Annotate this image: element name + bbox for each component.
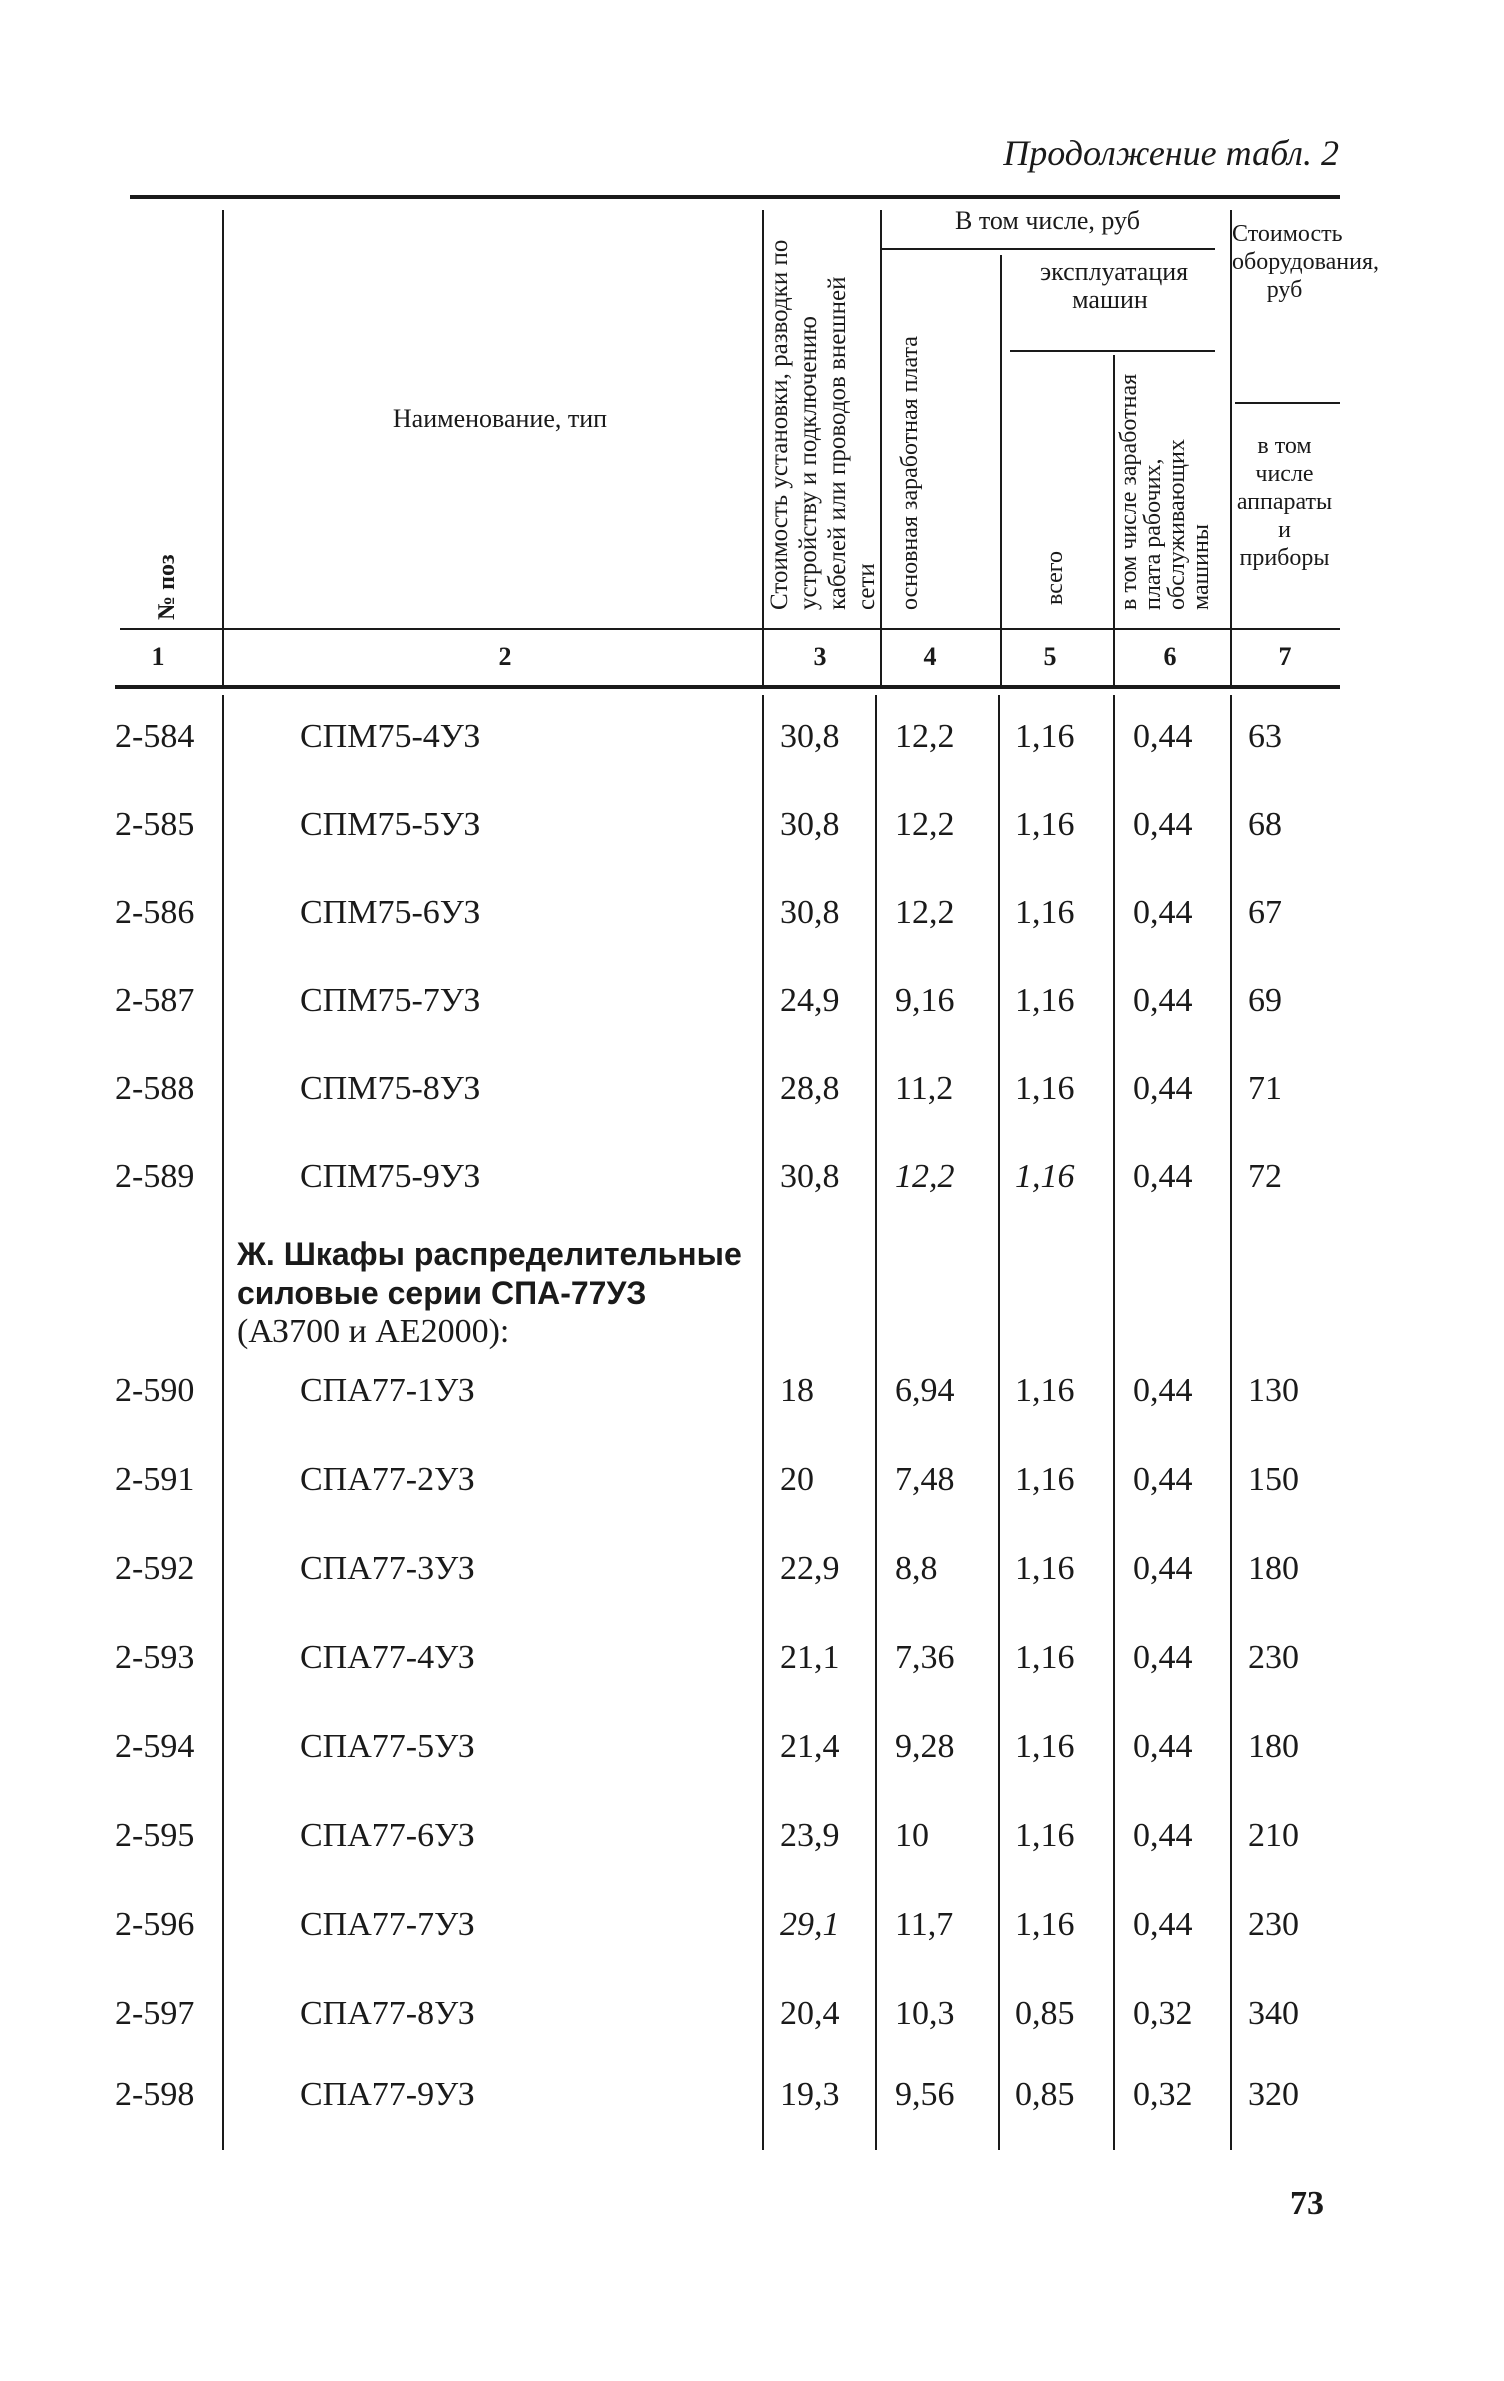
cell-base-salary: 10,3: [895, 1995, 955, 2032]
table-row: [0, 718, 1504, 762]
header-install-cost-text: Стоимость установки, разводки по устройству и подключению кабелей или проводов внешней сети: [766, 239, 880, 610]
cell-machines-salary: 0,44: [1133, 1728, 1193, 1765]
colnum-2: 2: [498, 642, 512, 671]
table-row: [0, 1158, 1504, 1202]
cell-install-cost: 30,8: [780, 894, 840, 931]
cell-base-salary: 9,56: [895, 2076, 955, 2113]
cell-name: СПА77-7УЗ: [300, 1906, 475, 1943]
header-pos: № поз: [154, 554, 180, 620]
cell-pos: 2-589: [115, 1158, 195, 1195]
cell-machines-salary: 0,44: [1133, 1817, 1193, 1854]
cell-machines-total: 1,16: [1015, 1550, 1075, 1587]
cell-name: СПА77-2УЗ: [300, 1461, 475, 1498]
colnum-4: 4: [923, 642, 937, 671]
header-machines-total: всего: [1042, 550, 1068, 605]
cell-pos: 2-597: [115, 1995, 195, 2032]
header-base-salary: [895, 290, 925, 610]
header-equip-incl: в том числе аппараты и приборы: [1236, 433, 1333, 571]
cell-pos: 2-596: [115, 1906, 195, 1943]
cell-install-cost: 30,8: [780, 806, 840, 843]
cell-name: СПМ75-5УЗ: [300, 806, 481, 843]
cell-machines-salary: 0,44: [1133, 1158, 1193, 1195]
cell-machines-salary: 0,44: [1133, 1550, 1193, 1587]
cell-equip-cost: 67: [1248, 894, 1282, 931]
section-subtitle: (АЗ700 и АЕ2000):: [237, 1313, 510, 1350]
cell-pos: 2-585: [115, 806, 195, 843]
cell-equip-cost: 180: [1248, 1728, 1299, 1765]
cell-base-salary: 11,7: [895, 1906, 954, 1943]
table-row: [0, 1728, 1504, 1772]
header-vline-1: [222, 210, 224, 685]
cell-pos: 2-591: [115, 1461, 195, 1498]
cell-equip-cost: 230: [1248, 1906, 1299, 1943]
cell-name: СПА77-4УЗ: [300, 1639, 475, 1676]
cell-machines-total: 1,16: [1015, 1158, 1075, 1195]
cell-machines-salary: 0,44: [1133, 806, 1193, 843]
cell-machines-total: 1,16: [1015, 1372, 1075, 1409]
cell-equip-cost: 320: [1248, 2076, 1299, 2113]
header-vline-4: [1000, 255, 1002, 685]
cell-equip-cost: 63: [1248, 718, 1282, 755]
cell-install-cost: 19,3: [780, 2076, 840, 2113]
cell-machines-salary: 0,44: [1133, 894, 1193, 931]
header-machines-salary-text: в том числе заработная плата рабочих, обслуживающих машины: [1116, 373, 1214, 610]
cell-install-cost: 18: [780, 1372, 814, 1409]
cell-name: СПМ75-4УЗ: [300, 718, 481, 755]
cell-base-salary: 12,2: [895, 894, 955, 931]
cell-base-salary: 9,28: [895, 1728, 955, 1765]
cell-machines-salary: 0,44: [1133, 982, 1193, 1019]
cell-install-cost: 21,1: [780, 1639, 840, 1676]
header-equip-cost: Стоимость оборудования, руб: [1232, 221, 1379, 303]
cell-machines-total: 0,85: [1015, 1995, 1075, 2032]
cell-install-cost: 22,9: [780, 1550, 840, 1587]
table-row: [0, 1070, 1504, 1114]
header-install-cost: [765, 230, 881, 610]
cell-machines-total: 1,16: [1015, 718, 1075, 755]
table-row: [0, 1639, 1504, 1683]
cell-name: СПА77-6УЗ: [300, 1817, 475, 1854]
cell-machines-salary: 0,44: [1133, 718, 1193, 755]
table-row: [0, 1372, 1504, 1416]
cell-machines-salary: 0,44: [1133, 1461, 1193, 1498]
cell-machines-total: 1,16: [1015, 894, 1075, 931]
colnum-bottom-rule: [115, 685, 1340, 689]
cell-pos: 2-598: [115, 2076, 195, 2113]
cell-machines-total: 1,16: [1015, 1070, 1075, 1107]
cell-pos: 2-584: [115, 718, 195, 755]
cell-equip-cost: 210: [1248, 1817, 1299, 1854]
cell-equip-cost: 230: [1248, 1639, 1299, 1676]
cell-pos: 2-587: [115, 982, 195, 1019]
cell-base-salary: 10: [895, 1817, 929, 1854]
table-top-rule: [130, 195, 1340, 199]
section-heading: [237, 1235, 757, 1351]
section-title: Ж. Шкафы распределительные силовые серии СПА-77УЗ: [237, 1236, 742, 1311]
cell-equip-cost: 68: [1248, 806, 1282, 843]
table-row: [0, 894, 1504, 938]
colnum-5: 5: [1043, 642, 1057, 671]
cell-name: СПМ75-9УЗ: [300, 1158, 481, 1195]
cell-base-salary: 8,8: [895, 1550, 938, 1587]
table-row: [0, 1550, 1504, 1594]
cell-base-salary: 11,2: [895, 1070, 954, 1107]
cell-equip-cost: 71: [1248, 1070, 1282, 1107]
cell-machines-total: 1,16: [1015, 806, 1075, 843]
cell-install-cost: 23,9: [780, 1817, 840, 1854]
cell-name: СПА77-9УЗ: [300, 2076, 475, 2113]
cell-base-salary: 6,94: [895, 1372, 955, 1409]
cell-name: СПМ75-6УЗ: [300, 894, 481, 931]
incl-group-rule: [880, 248, 1215, 250]
cell-machines-salary: 0,32: [1133, 1995, 1193, 2032]
cell-base-salary: 12,2: [895, 806, 955, 843]
colnum-3: 3: [813, 642, 827, 671]
header-machines-group: эксплуатация машин: [1040, 257, 1189, 314]
table-row: [0, 1817, 1504, 1861]
cell-name: СПА77-1УЗ: [300, 1372, 475, 1409]
cell-pos: 2-593: [115, 1639, 195, 1676]
table-caption: Продолжение табл. 2: [1003, 133, 1339, 173]
cell-machines-salary: 0,44: [1133, 1906, 1193, 1943]
table-row: [0, 982, 1504, 1026]
cell-install-cost: 30,8: [780, 1158, 840, 1195]
cell-machines-total: 1,16: [1015, 982, 1075, 1019]
table-row: [0, 1461, 1504, 1505]
cell-base-salary: 7,48: [895, 1461, 955, 1498]
cell-machines-salary: 0,44: [1133, 1372, 1193, 1409]
cell-install-cost: 29,1: [780, 1906, 840, 1943]
cell-pos: 2-588: [115, 1070, 195, 1107]
cell-install-cost: 24,9: [780, 982, 840, 1019]
cell-machines-total: 1,16: [1015, 1728, 1075, 1765]
cell-pos: 2-594: [115, 1728, 195, 1765]
cell-name: СПА77-3УЗ: [300, 1550, 475, 1587]
cell-equip-cost: 130: [1248, 1372, 1299, 1409]
cell-name: СПМ75-7УЗ: [300, 982, 481, 1019]
cell-install-cost: 21,4: [780, 1728, 840, 1765]
cell-name: СПМ75-8УЗ: [300, 1070, 481, 1107]
equip-split-rule: [1235, 402, 1340, 404]
cell-machines-salary: 0,44: [1133, 1070, 1193, 1107]
cell-pos: 2-590: [115, 1372, 195, 1409]
cell-equip-cost: 340: [1248, 1995, 1299, 2032]
cell-equip-cost: 69: [1248, 982, 1282, 1019]
cell-machines-salary: 0,32: [1133, 2076, 1193, 2113]
cell-machines-total: 1,16: [1015, 1461, 1075, 1498]
cell-install-cost: 20,4: [780, 1995, 840, 2032]
table-row: [0, 806, 1504, 850]
cell-install-cost: 30,8: [780, 718, 840, 755]
header-vline-5: [1113, 355, 1115, 685]
header-base-salary-text: основная заработная плата: [897, 336, 923, 610]
header-machines-salary: [1117, 360, 1213, 610]
cell-equip-cost: 180: [1248, 1550, 1299, 1587]
cell-base-salary: 7,36: [895, 1639, 955, 1676]
header-name: Наименование, тип: [392, 404, 608, 433]
cell-equip-cost: 150: [1248, 1461, 1299, 1498]
cell-machines-total: 1,16: [1015, 1906, 1075, 1943]
cell-name: СПА77-5УЗ: [300, 1728, 475, 1765]
page-number: 73: [1290, 2185, 1324, 2222]
header-incl-group: В том числе, руб: [955, 206, 1140, 235]
header-bottom-rule: [120, 628, 1340, 630]
colnum-1: 1: [151, 642, 165, 671]
cell-install-cost: 20: [780, 1461, 814, 1498]
cell-machines-total: 1,16: [1015, 1639, 1075, 1676]
cell-base-salary: 9,16: [895, 982, 955, 1019]
cell-pos: 2-592: [115, 1550, 195, 1587]
table-row: [0, 1906, 1504, 1950]
cell-name: СПА77-8УЗ: [300, 1995, 475, 2032]
table-row: [0, 2076, 1504, 2120]
cell-base-salary: 12,2: [895, 718, 955, 755]
machines-group-rule: [1010, 350, 1215, 352]
cell-install-cost: 28,8: [780, 1070, 840, 1107]
cell-machines-total: 1,16: [1015, 1817, 1075, 1854]
cell-equip-cost: 72: [1248, 1158, 1282, 1195]
cell-machines-salary: 0,44: [1133, 1639, 1193, 1676]
table-row: [0, 1995, 1504, 2039]
cell-machines-total: 0,85: [1015, 2076, 1075, 2113]
cell-pos: 2-595: [115, 1817, 195, 1854]
header-vline-2: [762, 210, 764, 685]
colnum-7: 7: [1278, 642, 1292, 671]
colnum-6: 6: [1163, 642, 1177, 671]
cell-base-salary: 12,2: [895, 1158, 955, 1195]
cell-pos: 2-586: [115, 894, 195, 931]
